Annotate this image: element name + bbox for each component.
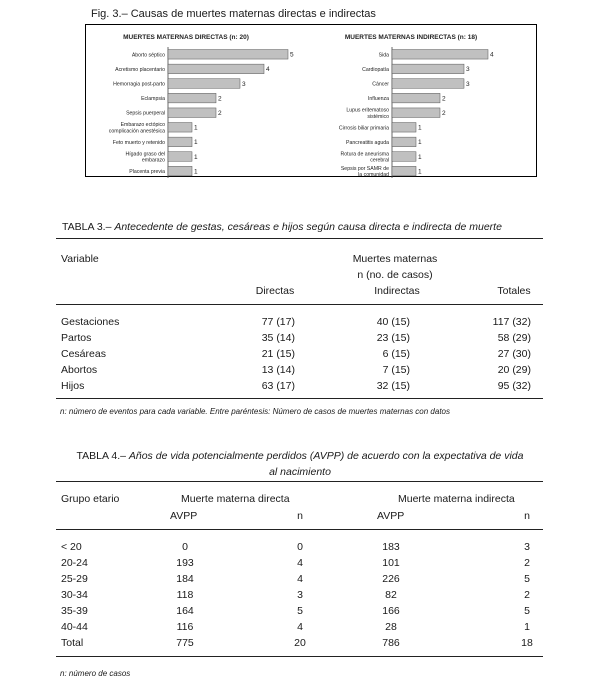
chart-indirectas-bar	[392, 137, 416, 147]
chart-indirectas-category-label: sistémico	[367, 113, 389, 120]
chart-directas-category-label: Feto muerto y retenido	[112, 139, 165, 146]
chart-indirectas-bar	[392, 152, 416, 162]
table3-cell-totales: 95 (32)	[497, 380, 531, 392]
chart-indirectas-category-label: cerebral	[370, 157, 389, 164]
chart-directas-bar	[168, 123, 192, 133]
chart-indirectas-value-label: 1	[418, 153, 422, 161]
table3-title-prefix: TABLA 3.–	[62, 221, 112, 233]
table4-title-prefix: TABLA 4.–	[76, 450, 126, 462]
table4-cell-i-avpp: 101	[382, 557, 400, 569]
table3-cell-totales: 58 (29)	[497, 332, 531, 344]
chart-indirectas-value-label: 1	[418, 139, 422, 147]
chart-indirectas-category-label: Lupus eritematoso	[346, 107, 389, 114]
table3-cell-totales: 27 (30)	[497, 348, 531, 360]
chart-directas-marks	[109, 47, 294, 178]
table3-header-rule	[56, 304, 543, 305]
table4-cell-grupo: 35-39	[61, 605, 88, 617]
chart-indirectas-category-label: Sepsis por SAMR de	[340, 166, 389, 172]
chart-indirectas-value-label: 1	[418, 124, 422, 132]
chart-directas-bar	[168, 64, 264, 74]
table4-header-directa: Muerte materna directa	[181, 493, 290, 505]
figure-title: Fig. 3.– Causas de muertes maternas directas e indirectas	[91, 8, 376, 20]
chart-title-directas: MUERTES MATERNAS DIRECTAS (n: 20)	[123, 34, 249, 41]
table4-cell-d-n: 0	[297, 541, 303, 553]
chart-directas-bar	[168, 166, 192, 176]
chart-directas-value-label: 5	[290, 51, 294, 59]
table4-title-line2: al nacimiento	[269, 466, 331, 478]
table3-col-directas: Directas	[255, 285, 295, 297]
chart-indirectas-category-label: la comunidad	[358, 172, 389, 178]
table4-top-rule	[56, 481, 543, 482]
chart-indirectas-value-label: 4	[490, 51, 494, 59]
table4-cell-grupo: < 20	[61, 541, 82, 553]
chart-indirectas-bar	[392, 123, 416, 133]
chart-directas-category-label: Embarazo ectópico	[120, 122, 165, 129]
table4-cell-i-n: 18	[521, 637, 533, 649]
table4-footnote: n: número de casos	[60, 669, 131, 678]
chart-indirectas-bar	[392, 64, 464, 74]
chart-directas-category-label: complicación anestésica	[108, 128, 165, 135]
chart-directas-value-label: 3	[242, 80, 246, 88]
chart-indirectas-bar	[392, 108, 440, 118]
table3-group-header-2: n (no. de casos)	[357, 269, 433, 281]
table3-cell-indirectas: 7 (15)	[382, 364, 410, 376]
table3-cell-indirectas: 40 (15)	[376, 316, 410, 328]
chart-indirectas-bar	[392, 50, 488, 60]
chart-directas-category-label: Hemorragia post-parto	[113, 81, 165, 88]
table4-cell-d-avpp: 164	[176, 605, 194, 617]
chart-indirectas-category-label: Cáncer	[372, 81, 389, 88]
table3-footnote: n: número de eventos para cada variable. Entre paréntesis: Número de casos de muertes maternas con datos	[60, 407, 450, 416]
chart-directas-value-label: 1	[194, 124, 198, 132]
table3-cell-variable: Partos	[61, 332, 92, 344]
chart-directas-bar	[168, 152, 192, 162]
table4-cell-grupo: 40-44	[61, 621, 88, 633]
table4-cell-i-avpp: 226	[382, 573, 400, 585]
table3-cell-totales: 117 (32)	[492, 316, 531, 328]
chart-indirectas-category-label: Rotura de aneurisma	[340, 151, 389, 158]
table4-cell-d-avpp: 184	[176, 573, 194, 585]
table4-cell-grupo: 30-34	[61, 589, 88, 601]
table4-sub-avpp-indirecta: AVPP	[377, 510, 405, 522]
chart-indirectas-bar	[392, 93, 440, 103]
table4-cell-i-n: 2	[524, 557, 530, 569]
table4-cell-grupo: 25-29	[61, 573, 88, 585]
chart-directas-bar	[168, 79, 240, 89]
table3-cell-directas: 77 (17)	[261, 316, 295, 328]
table3-top-rule	[56, 238, 543, 239]
table3-col-totales: Totales	[497, 285, 531, 297]
table3-cell-directas: 63 (17)	[261, 380, 295, 392]
table3-cell-variable: Gestaciones	[61, 316, 120, 328]
table4-header-indirecta: Muerte materna indirecta	[398, 493, 515, 505]
table4-cell-d-n: 3	[297, 589, 303, 601]
table4-cell-d-avpp: 193	[176, 557, 194, 569]
chart-title-indirectas: MUERTES MATERNAS INDIRECTAS (n: 18)	[344, 34, 478, 41]
chart-indirectas-value-label: 2	[442, 95, 446, 103]
table3-title-text: Antecedente de gestas, cesáreas e hijos según causa directa e indirecta de muerte	[114, 221, 502, 233]
table4-title	[60, 448, 540, 480]
chart-indirectas-category-label: Sida	[378, 52, 389, 59]
table4-cell-i-n: 5	[524, 605, 530, 617]
chart-directas-value-label: 4	[266, 66, 270, 74]
table4-header-rule	[56, 529, 543, 530]
chart-indirectas-marks	[339, 47, 494, 178]
chart-directas-value-label: 1	[194, 139, 198, 147]
table4-cell-d-n: 5	[297, 605, 303, 617]
table4-sub-n-directa: n	[297, 510, 303, 522]
table4-title-line1: Años de vida potencialmente perdidos (AVPP) de acuerdo con la expectativa de vida	[128, 450, 524, 462]
table4-cell-i-n: 5	[524, 573, 530, 585]
chart-indirectas-value-label: 1	[418, 168, 422, 176]
chart-directas-bar	[168, 50, 288, 60]
table4-sub-n-indirecta: n	[524, 510, 530, 522]
table3-cell-directas: 35 (14)	[261, 332, 295, 344]
chart-directas-category-label: Eclampsia	[141, 96, 165, 103]
chart-indirectas-value-label: 2	[442, 110, 446, 117]
table3-cell-indirectas: 6 (15)	[382, 348, 410, 360]
chart-indirectas-category-label: Cirrosis biliar primaria	[338, 125, 389, 132]
table4-bottom-rule	[56, 656, 543, 657]
table4-cell-i-avpp: 28	[385, 621, 397, 633]
table4-cell-i-n: 1	[524, 621, 530, 633]
table3-col-indirectas: Indirectas	[374, 285, 420, 297]
chart-directas-category-label: embarazo	[141, 157, 165, 164]
table4-cell-d-n: 4	[297, 557, 303, 569]
table3-cell-variable: Cesáreas	[61, 348, 106, 360]
table4-cell-d-n: 20	[294, 637, 306, 649]
chart-directas-value-label: 2	[218, 95, 222, 103]
chart-directas-category-label: Acretismo placentario	[115, 66, 165, 73]
bar-charts	[86, 25, 538, 178]
table4-cell-i-n: 3	[524, 541, 530, 553]
table4-cell-i-avpp: 183	[382, 541, 400, 553]
table3-cell-totales: 20 (29)	[497, 364, 531, 376]
table3-col-variable: Variable	[61, 253, 99, 265]
chart-directas-category-label: Placenta previa	[129, 169, 165, 176]
chart-indirectas-value-label: 3	[466, 80, 470, 88]
table4-cell-i-avpp: 82	[385, 589, 397, 601]
chart-directas-category-label: Aborto séptico	[131, 52, 165, 59]
table3-cell-indirectas: 32 (15)	[376, 380, 410, 392]
table3-bottom-rule	[56, 398, 543, 399]
table4-cell-grupo: 20-24	[61, 557, 88, 569]
table3-cell-variable: Abortos	[61, 364, 98, 376]
chart-directas-bar	[168, 137, 192, 147]
table4-cell-i-n: 2	[524, 589, 530, 601]
table4-col-group: Grupo etario	[61, 493, 120, 505]
chart-directas-bar	[168, 108, 216, 118]
table4-cell-i-avpp: 166	[382, 605, 400, 617]
chart-directas-value-label: 2	[218, 110, 222, 117]
table4-cell-d-n: 4	[297, 621, 303, 633]
chart-directas-value-label: 1	[194, 168, 198, 176]
table3-title	[62, 221, 502, 233]
table3-cell-directas: 21 (15)	[261, 348, 295, 360]
table4-cell-d-avpp: 116	[176, 621, 194, 633]
table4-cell-d-avpp: 775	[176, 637, 194, 649]
table3-cell-indirectas: 23 (15)	[376, 332, 410, 344]
table4-cell-i-avpp: 786	[382, 637, 400, 649]
table3-group-header-1: Muertes maternas	[352, 253, 438, 265]
table3-cell-variable: Hijos	[61, 380, 85, 392]
chart-directas-category-label: Hígado graso del	[125, 151, 165, 158]
table4-cell-d-avpp: 0	[182, 541, 188, 553]
chart-directas-bar	[168, 93, 216, 103]
chart-directas-value-label: 1	[194, 153, 198, 161]
chart-indirectas-value-label: 3	[466, 66, 470, 74]
chart-indirectas-bar	[392, 79, 464, 89]
chart-indirectas-category-label: Influenza	[367, 96, 389, 103]
figure-frame	[85, 24, 537, 177]
chart-indirectas-bar	[392, 166, 416, 176]
chart-indirectas-category-label: Pancreatitis aguda	[346, 139, 389, 146]
chart-indirectas-category-label: Cardiopatía	[362, 66, 389, 73]
table4-cell-d-n: 4	[297, 573, 303, 585]
table3-cell-directas: 13 (14)	[261, 364, 295, 376]
chart-directas-category-label: Sepsis puerperal	[126, 110, 165, 117]
table4-sub-avpp-directa: AVPP	[170, 510, 198, 522]
table4-cell-grupo: Total	[61, 637, 84, 649]
table4-cell-d-avpp: 118	[176, 589, 194, 601]
